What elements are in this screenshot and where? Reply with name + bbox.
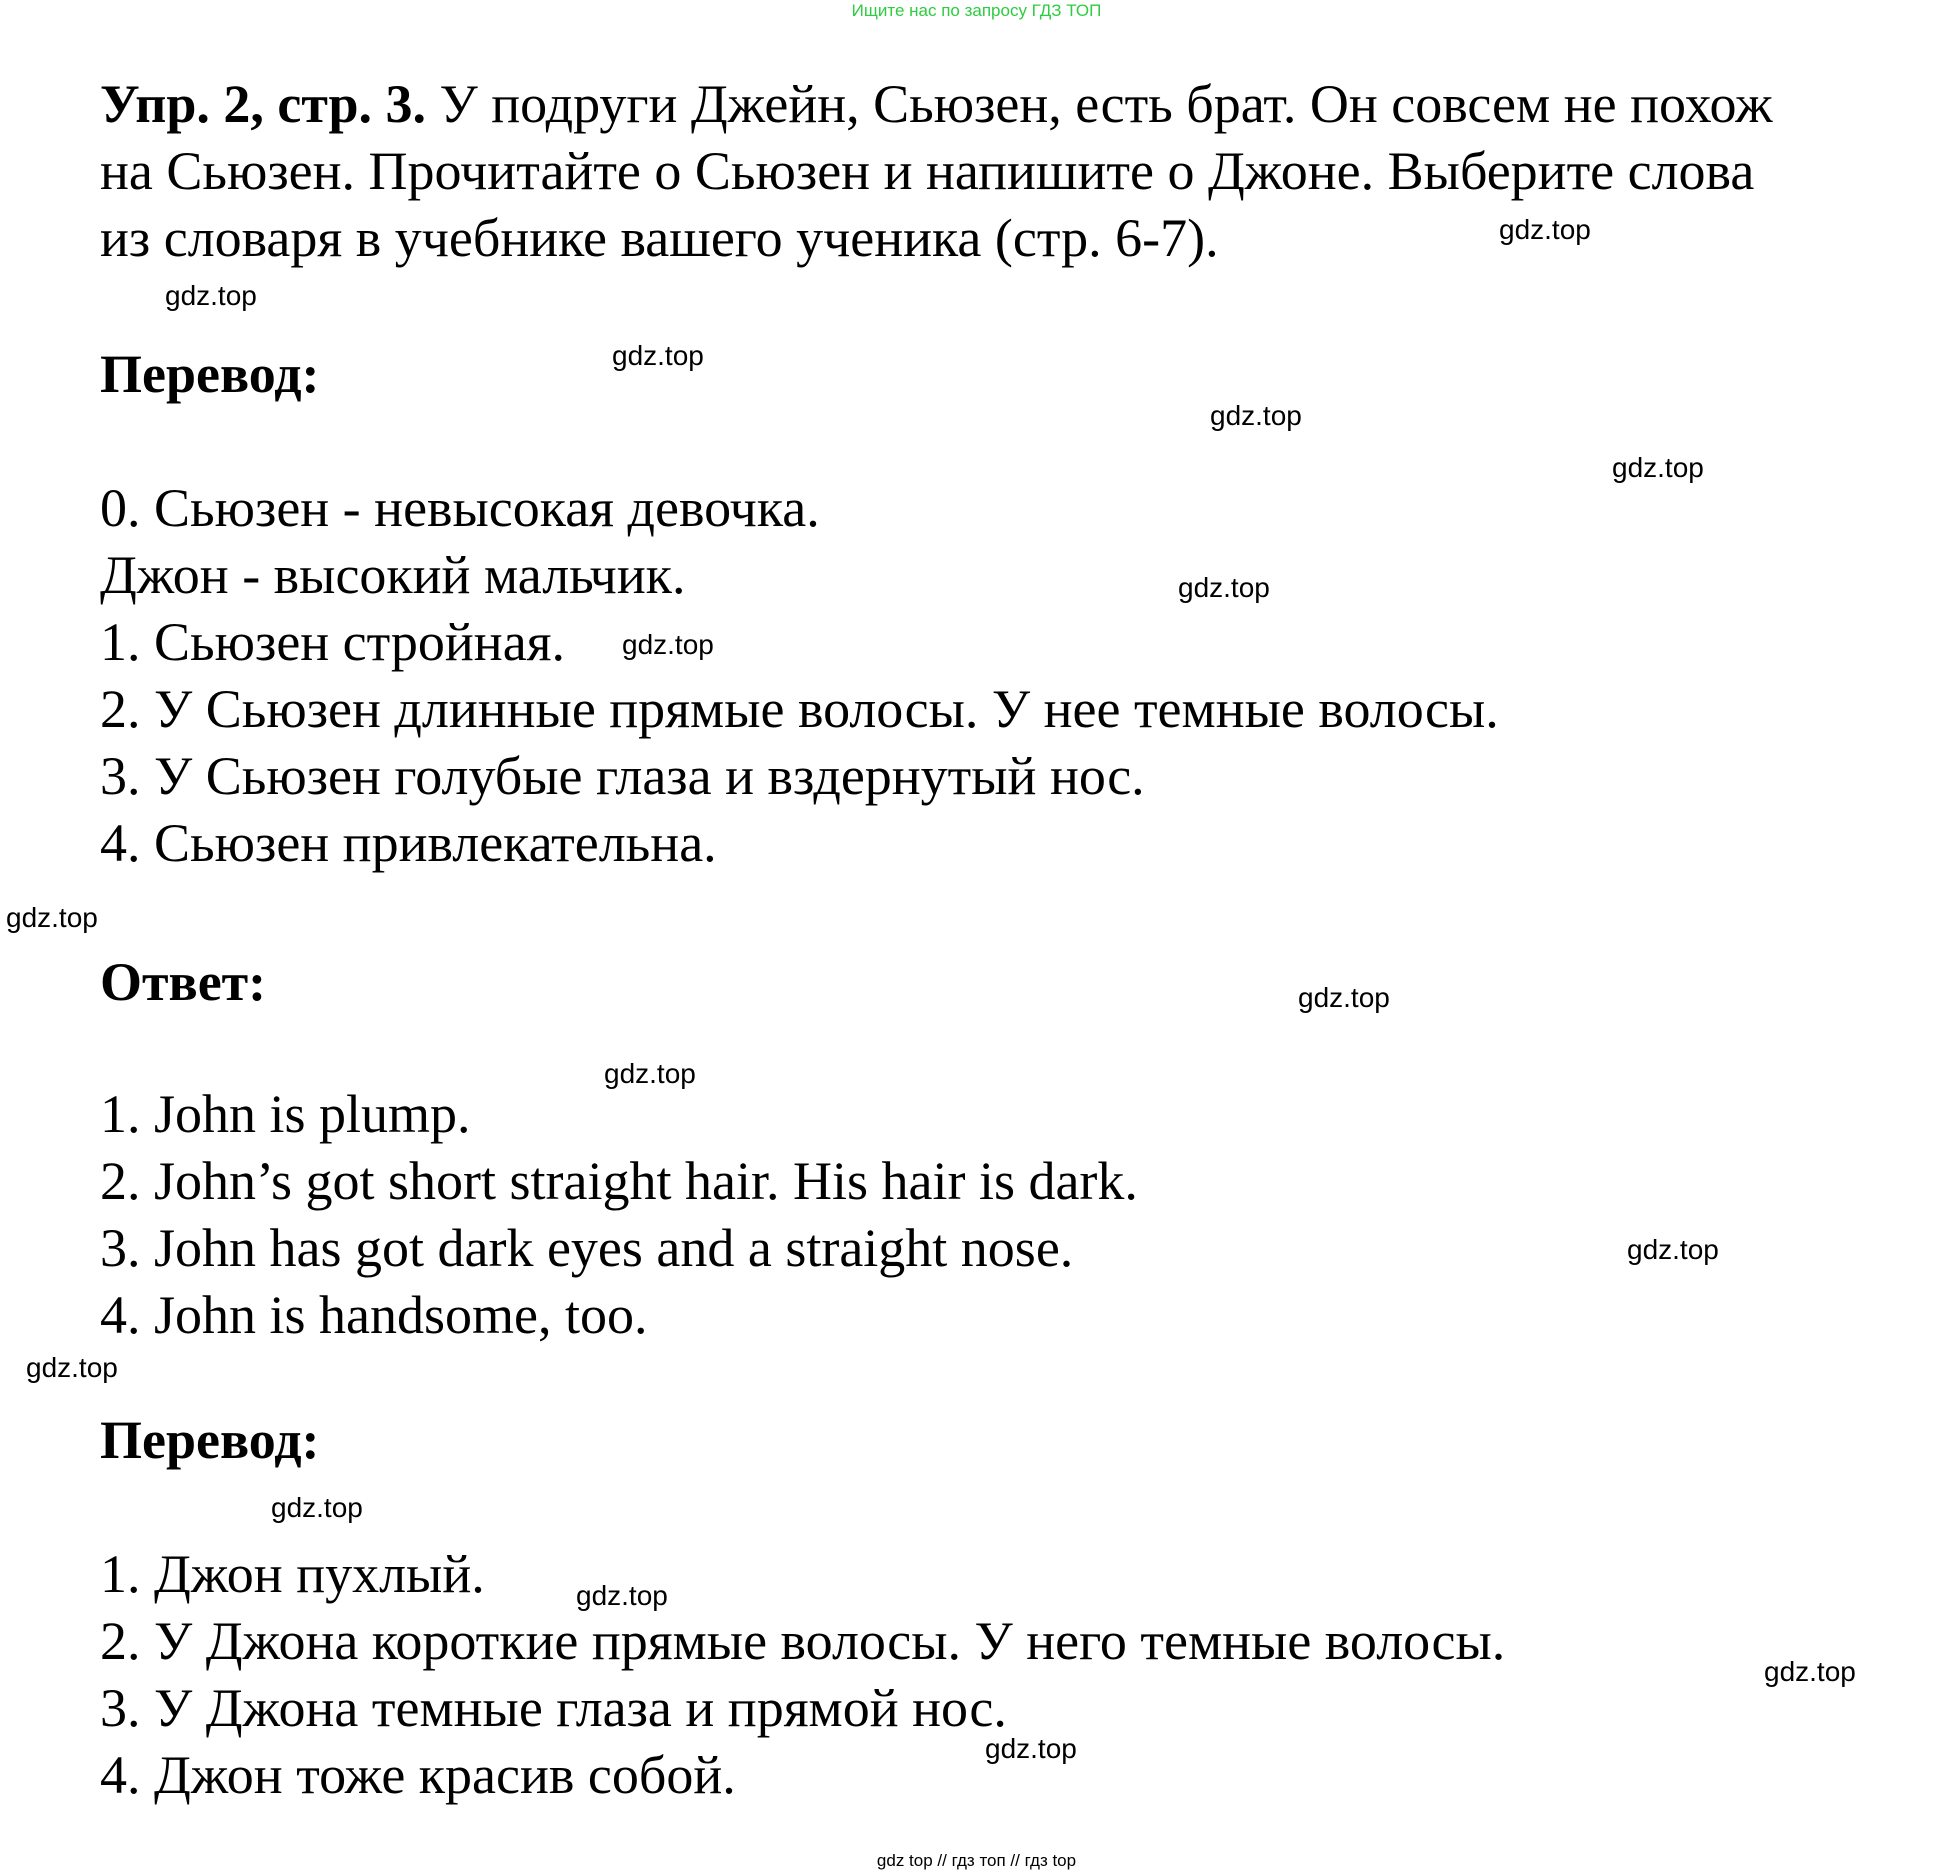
translation2-item-3: 3. У Джона темные глаза и прямой нос. (100, 1678, 1007, 1738)
task-text-1: У подруги Джейн, Сьюзен, есть брат. Он совсем не похож (426, 74, 1773, 134)
watermark: gdz.top (1499, 214, 1591, 245)
watermark: gdz.top (1210, 400, 1302, 431)
watermark: gdz.top (612, 340, 704, 371)
translation1-item-2: 1. Сьюзен стройная. (100, 612, 566, 672)
task-line-1 (100, 74, 1773, 134)
watermark: gdz.top (1298, 982, 1390, 1013)
watermark: gdz.top (604, 1058, 696, 1089)
footer-watermark: gdz top // гдз топ // гдз top (876, 1851, 1077, 1870)
translation1-item-1: Джон - высокий мальчик. (100, 545, 686, 605)
watermark: gdz.top (165, 280, 257, 311)
answer-item-2: 2. John’s got short straight hair. His hair is dark. (100, 1151, 1138, 1211)
translation2-item-1: 1. Джон пухлый. (100, 1544, 485, 1604)
watermark: gdz.top (271, 1492, 363, 1523)
answer-item-3: 3. John has got dark eyes and a straight nose. (100, 1218, 1074, 1278)
answer-item-1: 1. John is plump. (100, 1084, 471, 1144)
watermark: gdz.top (622, 629, 714, 660)
answer-item-4: 4. John is handsome, too. (100, 1285, 648, 1345)
translation2-item-2: 2. У Джона короткие прямые волосы. У него темные волосы. (100, 1611, 1506, 1671)
task-line-3: из словаря в учебнике вашего ученика (стр. 6-7). (100, 208, 1219, 268)
watermark: gdz.top (1612, 452, 1704, 483)
top-banner: Ищите нас по запросу ГДЗ ТОП (851, 1, 1102, 20)
answer-heading: Ответ: (100, 952, 267, 1012)
translation1-item-0: 0. Сьюзен - невысокая девочка. (100, 478, 820, 538)
task-line-2: на Сьюзен. Прочитайте о Сьюзен и напишите о Джоне. Выберите слова (100, 141, 1755, 201)
translation2-item-4: 4. Джон тоже красив собой. (100, 1745, 736, 1805)
watermark: gdz.top (1764, 1656, 1856, 1687)
watermark: gdz.top (576, 1580, 668, 1611)
watermark: gdz.top (1178, 572, 1270, 603)
watermark: gdz.top (26, 1352, 118, 1383)
watermark: gdz.top (6, 902, 98, 933)
translation-heading-2: Перевод: (100, 1410, 320, 1470)
watermark: gdz.top (985, 1733, 1077, 1764)
translation1-item-4: 3. У Сьюзен голубые глаза и вздернутый нос. (100, 746, 1145, 806)
task-label: Упр. 2, стр. 3. (100, 74, 427, 134)
translation-heading-1: Перевод: (100, 344, 320, 404)
translation1-item-3: 2. У Сьюзен длинные прямые волосы. У нее темные волосы. (100, 679, 1499, 739)
watermark: gdz.top (1627, 1234, 1719, 1265)
translation1-item-5: 4. Сьюзен привлекательна. (100, 813, 717, 873)
